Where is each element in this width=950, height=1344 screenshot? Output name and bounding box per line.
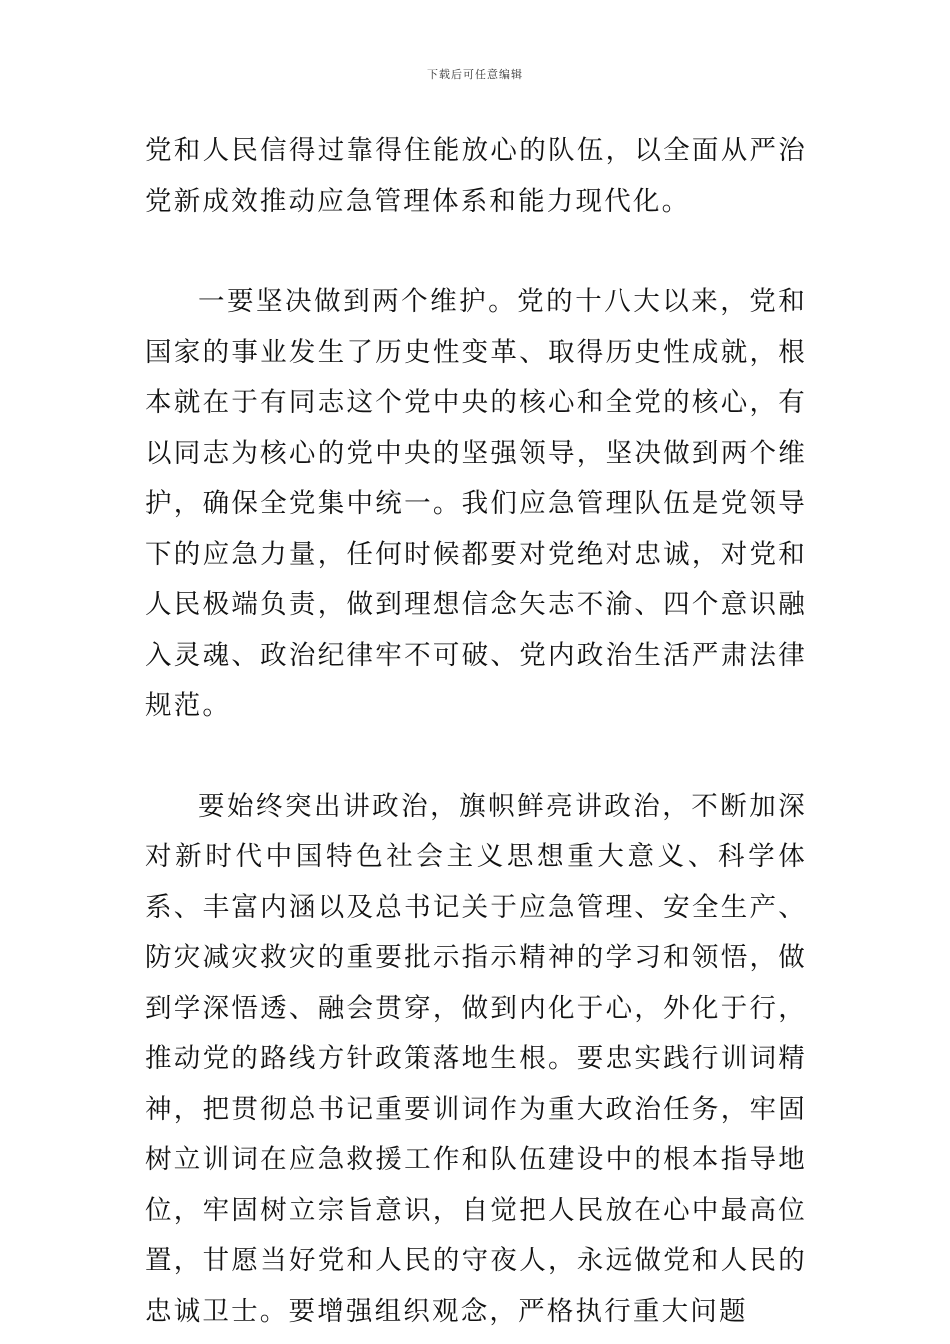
document-body [145, 126, 807, 1337]
paragraph-1: 党和人民信得过靠得住能放心的队伍，以全面从严治党新成效推动应急管理体系和能力现代化。 [145, 135, 807, 217]
paragraph-gap [145, 227, 807, 277]
paragraph-2: 一要坚决做到两个维护。党的十八大以来，党和国家的事业发生了历史性变革、取得历史性成就，根本就在于有同志这个党中央的核心和全党的核心，有以同志为核心的党中央的坚强领导，坚决做到两个维护，确保全党集中统一。我们应急管理队伍是党领导下的应急力量，任何时候都要对党绝对忠诚，对党和人民极端负责，做到理想信念矢志不渝、四个意识融入灵魂、政治纪律牢不可破、党内政治生活严肃法律规范。 [145, 286, 807, 721]
paragraph-gap [145, 732, 807, 782]
page-header: 下载后可任意编辑 [427, 68, 523, 81]
paragraph-3: 要始终突出讲政治，旗帜鲜亮讲政治，不断加深对新时代中国特色社会主义思想重大意义、科学体系、丰富内涵以及总书记关于应急管理、安全生产、防灾减灾救灾的重要批示指示精神的学习和领悟，做到学深悟透、融会贯穿，做到内化于心，外化于行，推动党的路线方针政策落地生根。要忠实践行训词精神，把贯彻总书记重要训词作为重大政治任务，牢固树立训词在应急救援工作和队伍建设中的根本指导地位，牢固树立宗旨意识，自觉把人民放在心中最高位置，甘愿当好党和人民的守夜人，永远做党和人民的忠诚卫士。要增强组织观念，严格执行重大问题 [145, 790, 807, 1327]
